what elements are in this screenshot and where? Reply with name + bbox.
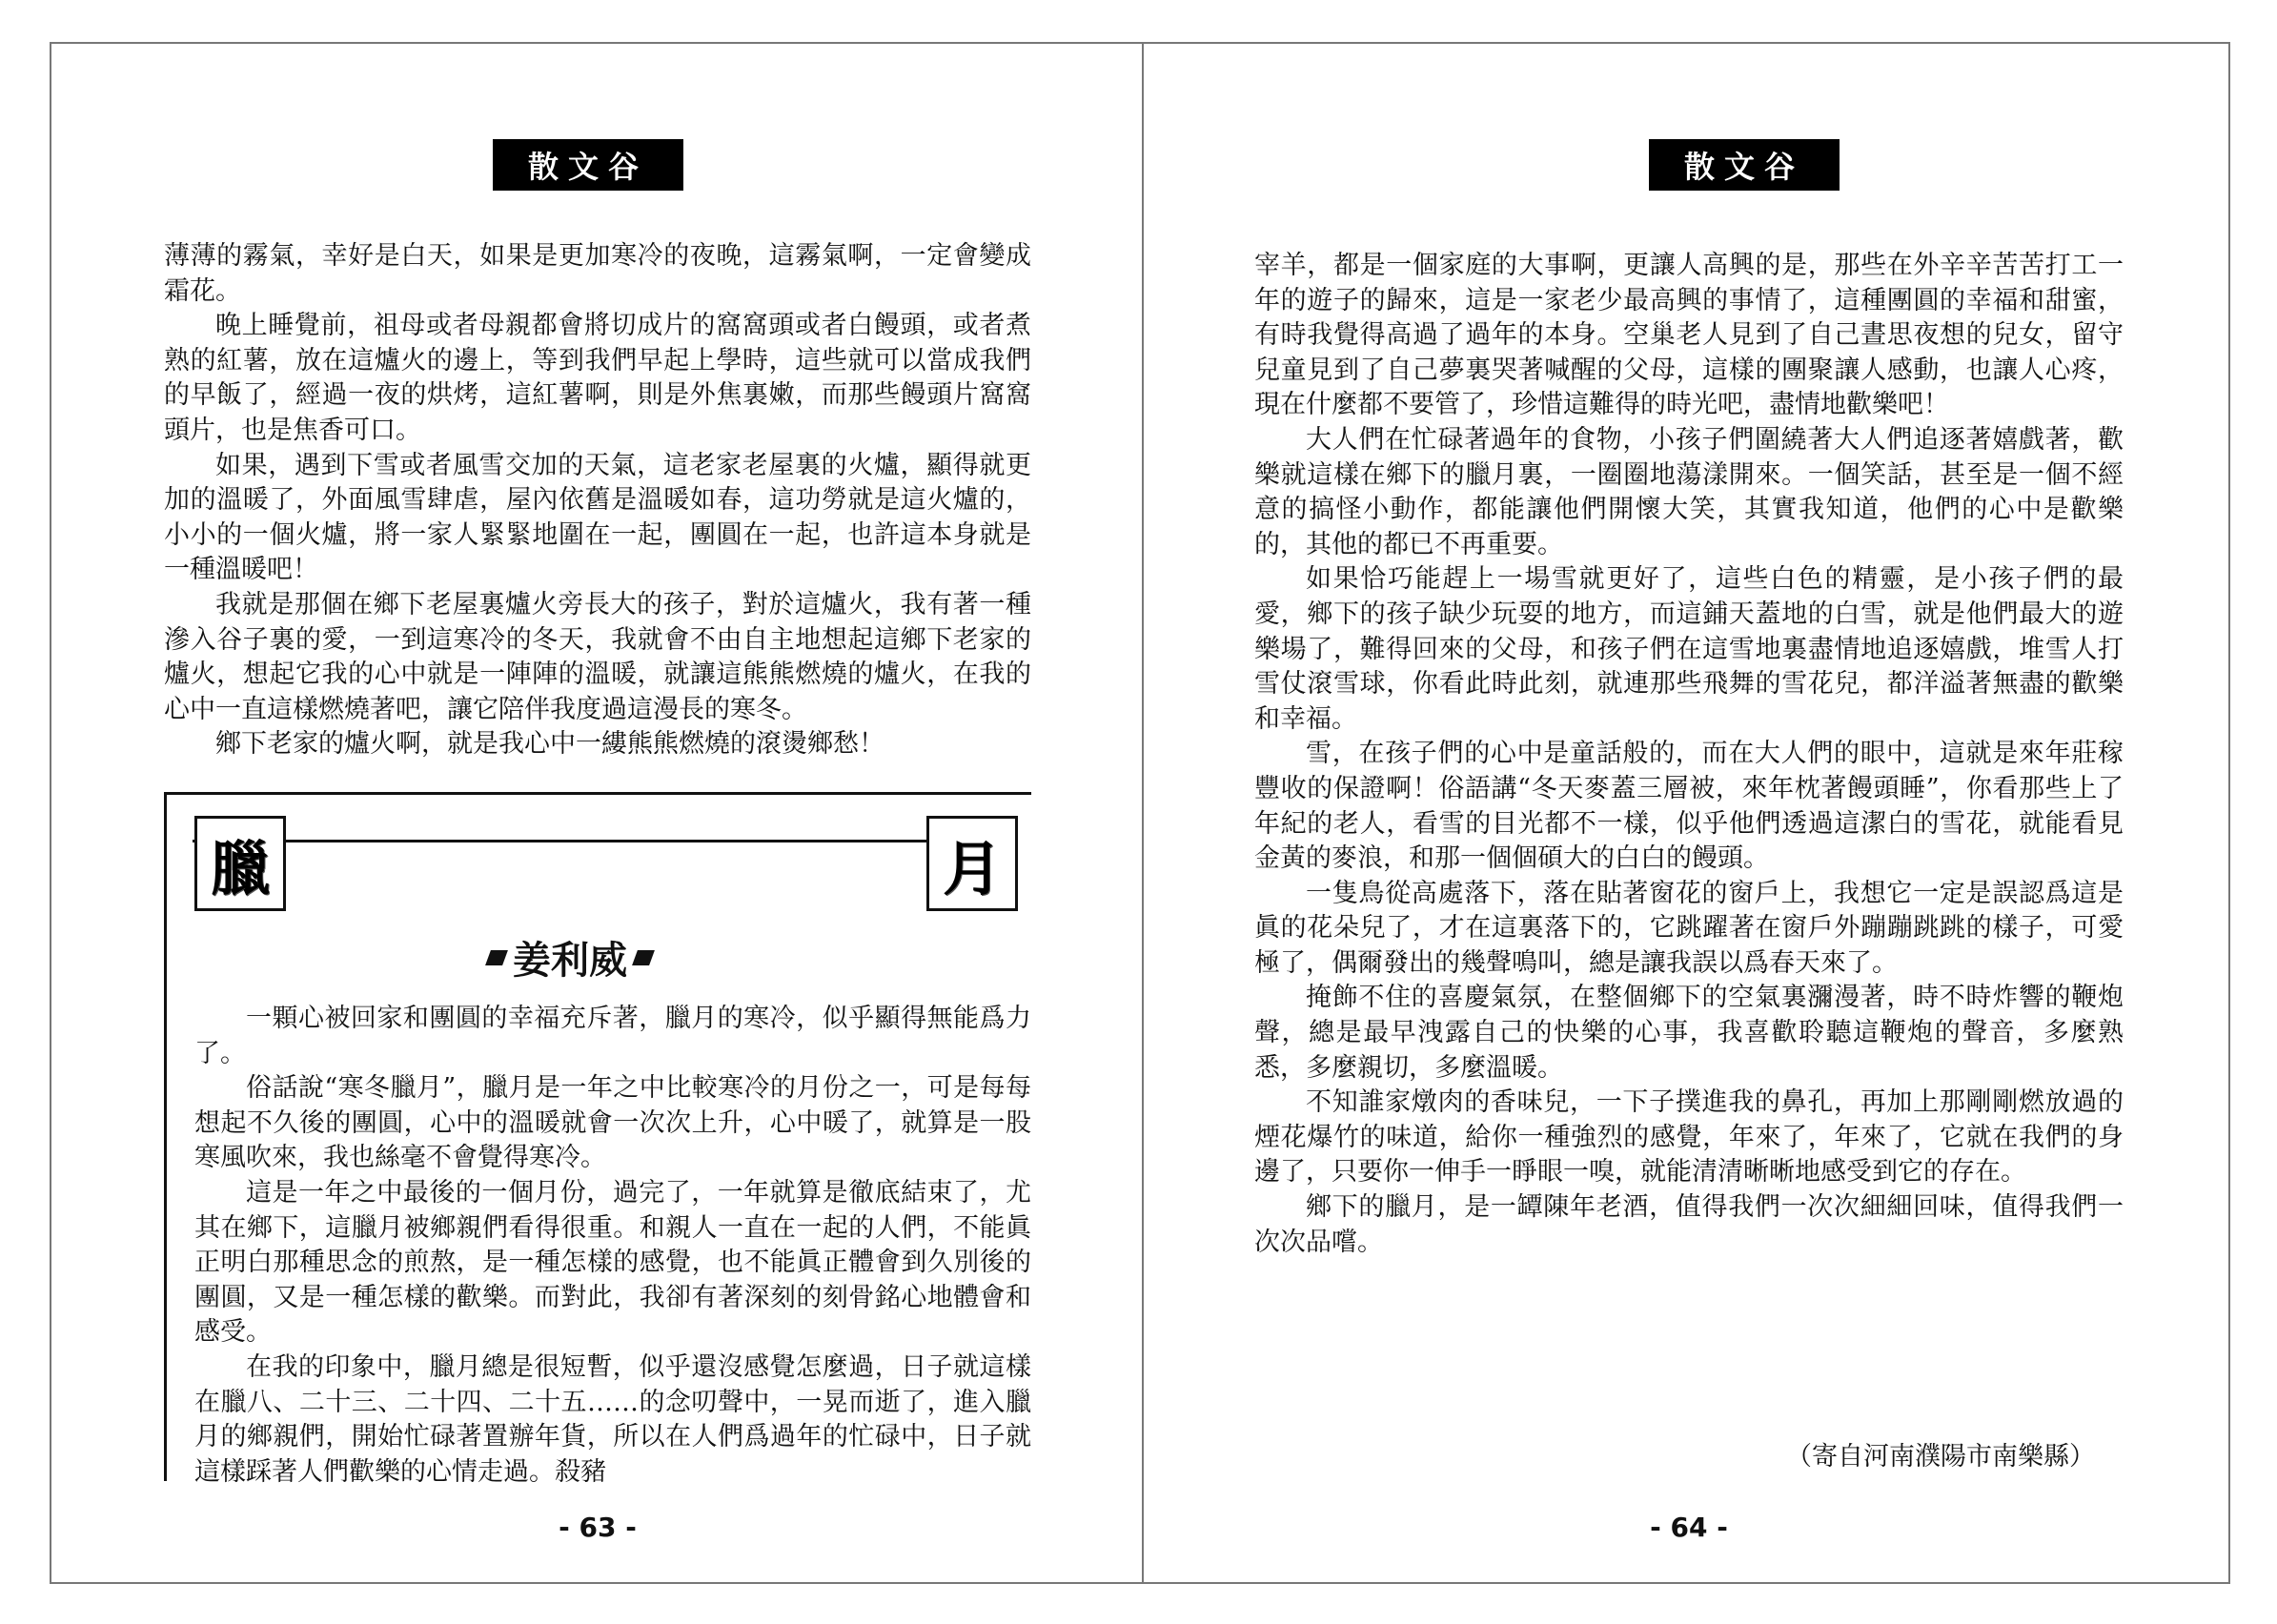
title-box-right (926, 816, 1018, 911)
paragraph: 宰羊，都是一個家庭的大事啊，更讓人高興的是，那些在外辛辛苦苦打工一年的遊子的歸來，這是一家老少最高興的事情了，這種團圓的幸福和甜蜜，有時我覺得高過了過年的本身。空巢老人見到了自己晝思夜想的兒女，留守兒童見到了自己夢裏哭著喊醒的父母，這樣的團聚讓人感動，也讓人心疼，現在什麼都不要管了，珍惜這難得的時光吧，盡情地歡樂吧！ (1254, 251, 2124, 420)
source-note: （寄自河南濮陽市南樂縣） (1786, 1442, 2095, 1472)
paragraph: 如果恰巧能趕上一場雪就更好了，這些白色的精靈，是小孩子們的最愛，鄉下的孩子缺少玩耍的地方，而這鋪天蓋地的白雪，就是他們最大的遊樂場了，難得回來的父母，和孩子們在這雪地裏盡情地追逐嬉戲，堆雪人打雪仗滾雪球，你看此時此刻，就連那些飛舞的雪花兒，都洋溢著無盡的歡樂和幸福。 (1254, 564, 2124, 734)
column-header: 散文谷 (493, 139, 683, 191)
story-text (194, 1002, 1031, 1490)
column-header: 散文谷 (1649, 139, 1840, 191)
title-char-yue: 月 (942, 833, 1002, 903)
story-continued-text (1254, 249, 2124, 1260)
left-page (164, 44, 1031, 1582)
title-box-left (194, 816, 286, 911)
author-line (488, 930, 652, 985)
paragraph: 鄉下老家的爐火啊，就是我心中一縷熊熊燃燒的滾燙鄉愁！ (215, 729, 884, 760)
paragraph: 俗話說“寒冬臘月”，臘月是一年之中比較寒冷的月份之一，可是每每想起不久後的團圓，心中的溫暖就會一次次上升，心中暖了，就算是一股寒風吹來，我也絲毫不會覺得寒冷。 (194, 1073, 1031, 1173)
square-bullet-icon (485, 950, 508, 965)
paragraph: 鄉下的臘月，是一罈陳年老酒，值得我們一次次細細回味，值得我們一次次品嚐。 (1254, 1192, 2124, 1257)
section-divider (164, 792, 1031, 795)
previous-essay-text (164, 239, 1031, 762)
paragraph: 雪，在孩子們的心中是童話般的，而在大人們的眼中，這就是來年莊稼豐收的保證啊！俗語講“冬天麥蓋三層被，來年枕著饅頭睡”，你看那些上了年紀的老人，看雪的目光都不一樣，似乎他們透過這潔白的雪花，就能看見金黃的麥浪，和那一個個碩大的白白的饅頭。 (1254, 739, 2124, 874)
title-char-la: 臘 (210, 833, 270, 903)
paragraph: 一顆心被回家和團圓的幸福充斥著，臘月的寒冷，似乎顯得無能爲力了。 (194, 1004, 1031, 1068)
page-number: - 63 - (559, 1512, 637, 1543)
page-number: - 64 - (1650, 1512, 1728, 1543)
paragraph: 晚上睡覺前，祖母或者母親都會將切成片的窩窩頭或者白饅頭，或者煮熟的紅薯，放在這爐火的邊上，等到我們早起上學時，這些就可以當成我們的早飯了，經過一夜的烘烤，這紅薯啊，則是外焦裏嫩，而那些饅頭片窩窩頭片，也是焦香可口。 (164, 311, 1031, 445)
page-fold (1142, 44, 1144, 1582)
paragraph: 一隻鳥從高處落下，落在貼著窗花的窗戶上，我想它一定是誤認爲這是眞的花朵兒了，才在這裏落下的，它跳躍著在窗戶外蹦蹦跳跳的樣子，可愛極了，偶爾發出的幾聲鳴叫，總是讓我誤以爲春天來了。 (1254, 878, 2124, 978)
square-bullet-icon (632, 950, 655, 965)
paragraph: 如果，遇到下雪或者風雪交加的天氣，這老家老屋裏的火爐，顯得就更加的溫暖了，外面風雪肆虐，屋內依舊是溫暖如春，這功勞就是這火爐的，小小的一個火爐，將一家人緊緊地圍在一起，團圓在一起，也許這本身就是一種溫暖吧！ (164, 450, 1031, 585)
book-spread (50, 42, 2230, 1584)
paragraph: 這是一年之中最後的一個月份，過完了，一年就算是徹底結束了，尤其在鄉下，這臘月被鄉親們看得很重。和親人一直在一起的人們，不能眞正明白那種思念的煎熬，是一種怎樣的感覺，也不能眞正體會到久別後的團圓，又是一種怎樣的歡樂。而對此，我卻有著深刻的刻骨銘心地體會和感受。 (194, 1177, 1031, 1348)
paragraph: 薄薄的霧氣，幸好是白天，如果是更加寒冷的夜晚，這霧氣啊，一定會變成霜花。 (164, 241, 1031, 306)
right-page (1254, 44, 2124, 1582)
title-banner-line (193, 840, 1003, 842)
paragraph: 大人們在忙碌著過年的食物，小孩子們圍繞著大人們追逐著嬉戲著，歡樂就這樣在鄉下的臘月裏，一圈圈地蕩漾開來。一個笑話，甚至是一個不經意的搞怪小動作，都能讓他們開懷大笑，其實我知道，他們的心中是歡樂的，其他的都已不再重要。 (1254, 424, 2124, 559)
paragraph: 不知誰家燉肉的香味兒，一下子撲進我的鼻孔，再加上那剛剛燃放過的煙花爆竹的味道，給你一種強烈的感覺，年來了，年來了，它就在我們的身邊了，只要你一伸手一睜眼一嗅，就能清清晰晰地感受到它的存在。 (1254, 1087, 2124, 1188)
paragraph: 在我的印象中，臘月總是很短暫，似乎還沒感覺怎麼過，日子就這樣在臘八、二十三、二十四、二十五……的念叨聲中，一晃而逝了，進入臘月的鄉親們，開始忙碌著置辦年貨，所以在人們爲過年的忙碌中，日子就這樣踩著人們歡樂的心情走過。殺豬 (194, 1351, 1031, 1487)
paragraph: 我就是那個在鄉下老屋裏爐火旁長大的孩子，對於這爐火，我有著一種滲入谷子裏的愛，一到這寒冷的冬天，我就會不由自主地想起這鄉下老家的爐火，想起它我的心中就是一陣陣的溫暖，就讓這熊熊燃燒的爐火，在我的心中一直這樣燃燒著吧，讓它陪伴我度過這漫長的寒冬。 (164, 589, 1031, 724)
paragraph: 掩飾不住的喜慶氣氛，在整個鄉下的空氣裏瀰漫著，時不時炸響的鞭炮聲，總是最早洩露自己的快樂的心事，我喜歡聆聽這鞭炮的聲音，多麼熟悉，多麼親切，多麼溫暖。 (1254, 983, 2124, 1083)
story-left-border (164, 795, 167, 1481)
author-name: 姜利威 (513, 938, 627, 983)
